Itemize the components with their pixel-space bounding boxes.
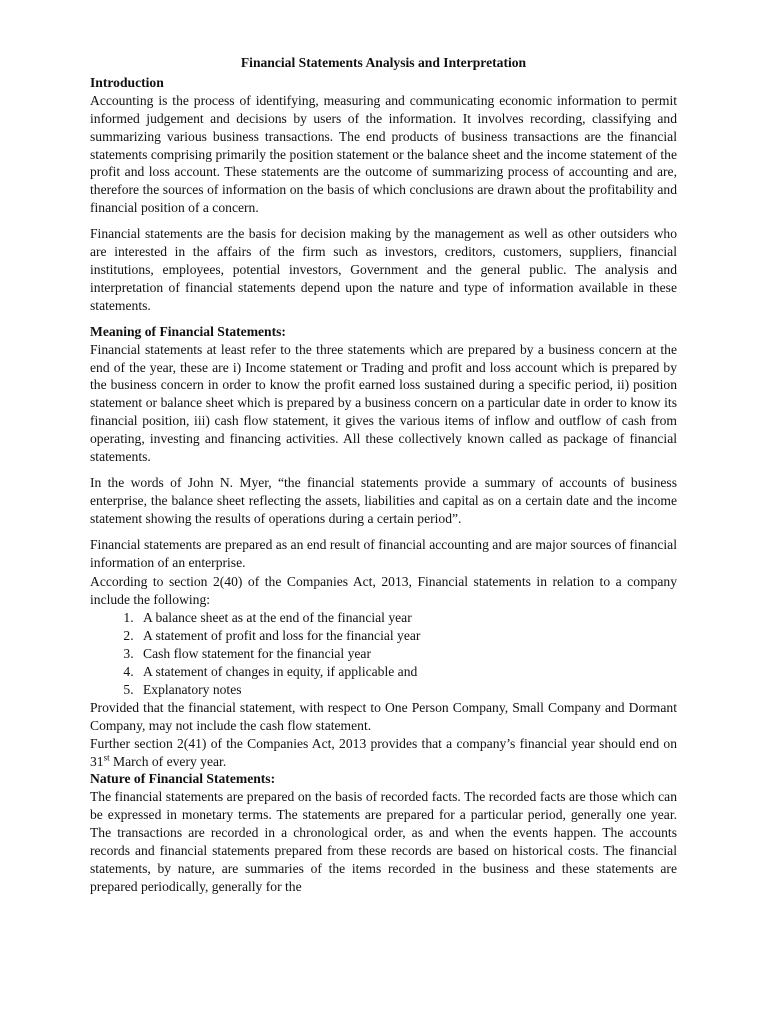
heading-meaning: Meaning of Financial Statements: xyxy=(90,323,286,339)
list-item: 5. Explanatory notes xyxy=(137,681,677,699)
meaning-paragraph-4: According to section 2(40) of the Companies Act, 2013, Financial statements in relation to a company include the following: xyxy=(90,574,677,608)
meaning-paragraph-3: Financial statements are prepared as an end result of financial accounting and are major sources of financial information of an enterprise. xyxy=(90,536,677,570)
document-page xyxy=(90,54,677,896)
ordinal-suffix: st xyxy=(103,752,110,762)
financial-statements-list xyxy=(90,609,677,699)
nature-paragraph-1: The financial statements are prepared on the basis of recorded facts. The recorded facts are those which can be expressed in monetary terms. The statements are prepared for a particular period, generally one year. The transactions are recorded in a chronological order, as and when the events happen. The accounts records and financial statements prepared from these records are based on historical costs. The financial statements, by nature, are summaries of the items recorded in the business and these statements are prepared periodically, generally for the xyxy=(90,789,677,894)
meaning-paragraph-6 xyxy=(90,735,677,771)
meaning-paragraph-2: In the words of John N. Myer, “the financial statements provide a summary of accounts of business enterprise, the balance sheet reflecting the assets, liabilities and capital as on a certain date and the income statement showing the results of operations during a certain period”. xyxy=(90,474,677,526)
intro-paragraph-1: Accounting is the process of identifying, measuring and communicating economic information to permit informed judgement and decisions by users of the information. It involves recording, classifying and summarizing various business transactions. The end products of business transactions are the financial statements comprising primarily the position statement or the balance sheet and the income statement of the profit and loss account. These statements are the outcome of summarizing process of accounting and are, therefore the sources of information on the basis of which conclusions are drawn about the profitability and financial position of a concern. xyxy=(90,92,677,216)
document-title: Financial Statements Analysis and Interpretation xyxy=(240,55,527,70)
list-item: 2. A statement of profit and loss for the financial year xyxy=(137,627,677,645)
meaning-paragraph-5: Provided that the financial statement, with respect to One Person Company, Small Company and Dormant Company, may not include the cash flow statement. xyxy=(90,699,677,733)
intro-paragraph-2: Financial statements are the basis for decision making by the management as well as other outsiders who are interested in the affairs of the firm such as investors, creditors, customers, suppliers, financial institutions, employees, potential investors, Government and the general public. The analysis and interpretation of financial statements depend upon the nature and type of information available in these statements. xyxy=(90,226,677,313)
meaning-paragraph-1: Financial statements at least refer to the three statements which are prepared by a business concern at the end of the year, these are i) Income statement or Trading and profit and loss account which is prepared by the business concern in order to know the profit earned loss sustained during a specific period, ii) position statement or balance sheet which is prepared by a business concern on a particular date in order to know its financial position, iii) cash flow statement, it gives the various items of inflow and outflow of cash from operating, investing and financing activities. All these collectively known called as package of financial statements. xyxy=(90,341,677,465)
list-item: 3. Cash flow statement for the financial year xyxy=(137,645,677,663)
list-item: 4. A statement of changes in equity, if applicable and xyxy=(137,663,677,681)
fy-text-end: March of every year. xyxy=(109,753,227,769)
heading-nature: Nature of Financial Statements: xyxy=(90,771,276,787)
heading-introduction: Introduction xyxy=(90,74,164,90)
fy-text-start: Further section 2(41) of the Companies Act, 2013 provides that a company’s financial year should end on 31 xyxy=(90,735,677,769)
list-item: 1. A balance sheet as at the end of the financial year xyxy=(137,609,677,627)
